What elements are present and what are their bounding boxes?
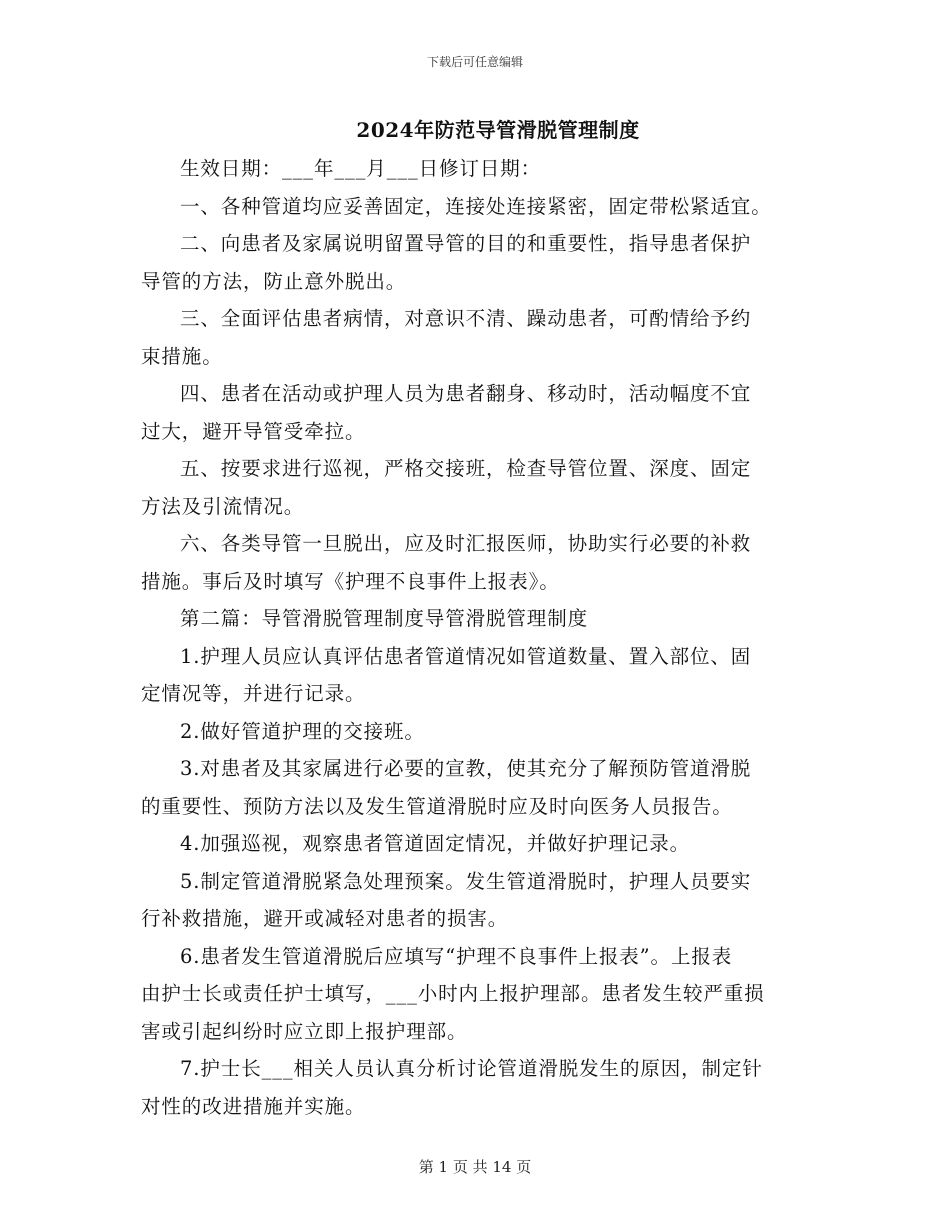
paragraph-line: 方法及引流情况。 xyxy=(141,494,305,518)
list-item-7 xyxy=(141,1050,813,1125)
list-item-5 xyxy=(141,863,813,938)
paragraph-line: 的重要性、预防方法以及发生管道滑脱时应及时向医务人员报告。 xyxy=(141,794,733,818)
paragraph-line: 定情况等，并进行记录。 xyxy=(141,682,366,705)
paragraph-line: 7.护士长___相关人员认真分析讨论管道滑脱发生的原因，制定针 xyxy=(180,1057,763,1080)
paragraph-line: 导管的方法，防止意外脱出。 xyxy=(141,269,407,293)
list-item-1 xyxy=(141,638,813,713)
paragraph-1 xyxy=(141,188,813,226)
paragraph-line: 措施。事后及时填写《护理不良事件上报表》。 xyxy=(141,569,560,593)
paragraph-line: 1.护理人员应认真评估患者管道情况如管道数量、置入部位、固 xyxy=(180,644,752,668)
paragraph-line: 5.制定管道滑脱紧急处理预案。发生管道滑脱时，护理人员要实 xyxy=(180,869,752,893)
paragraph-line: 一、各种管道均应妥善固定，连接处连接紧密，固定带松紧适宜。 xyxy=(180,194,772,218)
paragraph-effective-date xyxy=(141,150,813,188)
paragraph-line: 6.患者发生管道滑脱后应填写“护理不良事件上报表”。上报表 xyxy=(180,944,733,968)
paragraph-5 xyxy=(141,450,813,525)
paragraph-line: 过大，避开导管受牵拉。 xyxy=(141,419,366,443)
list-item-2 xyxy=(141,713,813,751)
paragraph-line: 由护士长或责任护士填写，___小时内上报护理部。患者发生较严重损 xyxy=(141,982,765,1005)
paragraph-2 xyxy=(141,225,813,300)
paragraph-4 xyxy=(141,375,813,450)
document-title: 2024年防范导管滑脱管理制度 xyxy=(356,118,640,142)
paragraph-line: 三、全面评估患者病情，对意识不清、躁动患者，可酌情给予约 xyxy=(180,307,752,330)
paragraph-line: 生效日期：___年___月___日修订日期： xyxy=(180,157,542,180)
paragraph-line: 对性的改进措施并实施。 xyxy=(141,1094,366,1118)
paragraph-line: 3.对患者及其家属进行必要的宣教，使其充分了解预防管道滑脱 xyxy=(180,757,752,780)
paragraph-6 xyxy=(141,525,813,600)
list-item-4 xyxy=(141,825,813,863)
section-heading-second xyxy=(141,600,813,638)
paragraph-line: 害或引起纠纷时应立即上报护理部。 xyxy=(141,1019,468,1043)
list-item-6 xyxy=(141,938,813,1051)
document-body xyxy=(141,150,813,1125)
paragraph-line: 2.做好管道护理的交接班。 xyxy=(180,719,425,743)
paragraph-line: 4.加强巡视，观察患者管道固定情况，并做好护理记录。 xyxy=(180,832,691,855)
paragraph-line: 行补救措施，避开或减轻对患者的损害。 xyxy=(141,907,509,930)
paragraph-line: 五、按要求进行巡视，严格交接班，检查导管位置、深度、固定 xyxy=(180,457,752,480)
list-item-3 xyxy=(141,750,813,825)
page-number: 第 1 页 共 14 页 xyxy=(418,1158,532,1176)
header-note: 下载后可任意编辑 xyxy=(426,55,523,69)
paragraph-line: 束措施。 xyxy=(141,344,223,368)
paragraph-line: 第二篇：导管滑脱管理制度导管滑脱管理制度 xyxy=(180,607,589,630)
paragraph-line: 六、各类导管一旦脱出，应及时汇报医师，协助实行必要的补救 xyxy=(180,532,752,555)
paragraph-3 xyxy=(141,300,813,375)
paragraph-line: 二、向患者及家属说明留置导管的目的和重要性，指导患者保护 xyxy=(180,232,752,255)
paragraph-line: 四、患者在活动或护理人员为患者翻身、移动时，活动幅度不宜 xyxy=(180,382,752,405)
